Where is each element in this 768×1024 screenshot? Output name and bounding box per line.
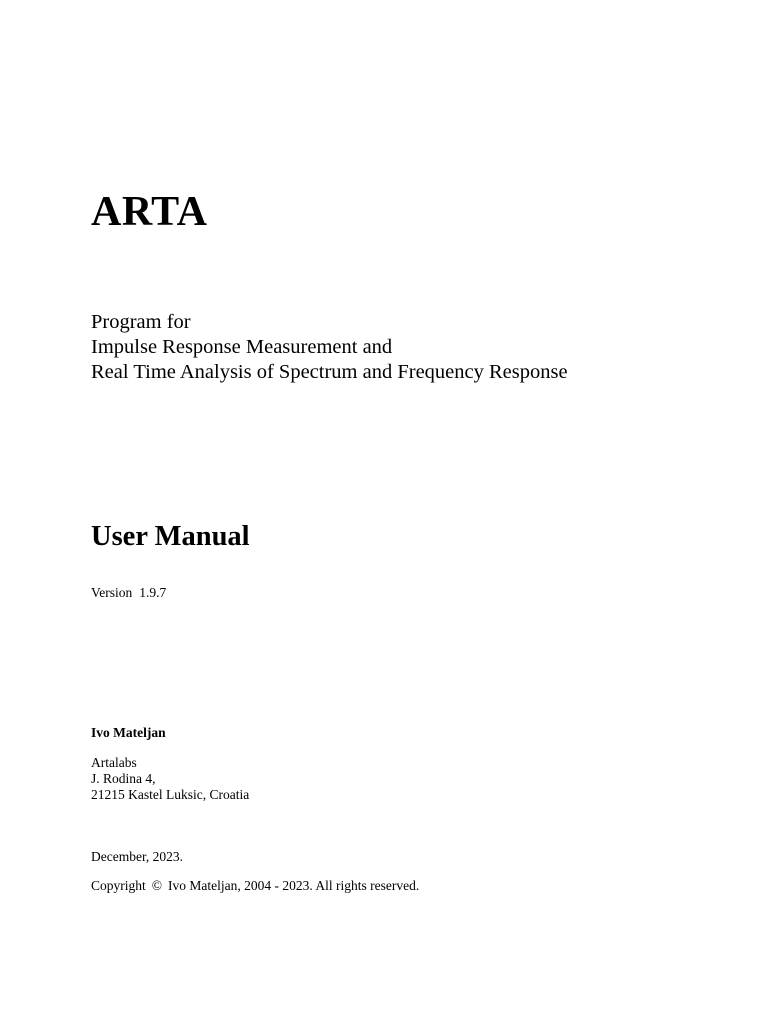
- version-number: 1.9.7: [139, 585, 167, 600]
- copyright-label: Copyright: [91, 878, 146, 893]
- description-line-3: Real Time Analysis of Spectrum and Frequency Response: [91, 361, 568, 383]
- description-line-2: Impulse Response Measurement and: [91, 336, 393, 358]
- copyright-notice: [91, 879, 419, 893]
- author-name: Ivo Mateljan: [91, 725, 166, 740]
- address-line-1: Artalabs: [91, 755, 137, 770]
- address-line-2: J. Rodina 4,: [91, 771, 156, 786]
- description-line-1: Program for: [91, 311, 191, 333]
- document-title: ARTA: [91, 189, 208, 235]
- manual-title: User Manual: [91, 521, 250, 552]
- address-line-3: 21215 Kastel Luksic, Croatia: [91, 787, 250, 802]
- version-label: Version: [91, 585, 133, 600]
- copyright-symbol: ©: [151, 878, 163, 893]
- copyright-text: Ivo Mateljan, 2004 - 2023. All rights reserved.: [168, 878, 420, 893]
- program-description: [91, 310, 568, 385]
- publication-date: December, 2023.: [91, 849, 184, 864]
- version-line: [91, 586, 166, 600]
- author-address: [91, 755, 249, 803]
